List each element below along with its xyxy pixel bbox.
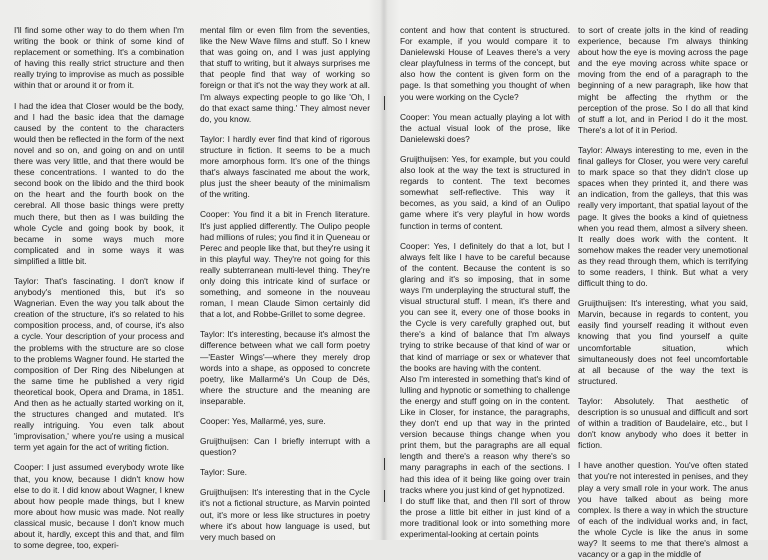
- text-column-4: [578, 25, 748, 560]
- text-column-1: [14, 25, 184, 551]
- paragraph: I have another question. You've often stated that you're not interested in penises, and they play a very small role in your work. The anus you have talked about as being more complex. Is there a way in which the structure of each of the individual works and, in fact, the whole Cycle is like the anus in some way? It seems to me that there's almost a vacancy or a gap in the middle of: [578, 460, 748, 560]
- text-column-2: [200, 25, 370, 542]
- paragraph: Taylor: Always interesting to me, even in the final galleys for Closer, you were very careful to mark space so that they didn't close up spaces when they printed it, and there was an indication, from the galleys, that this was really very important, that spatial layout of the page. It gives the books a kind of quietness when you read them, almost a silvery sheen. It really does work with the content. It somehow makes the reader very unemotional as they read through them, which is terrifying to some readers, I think. But what a very difficult thing to do.: [578, 144, 748, 289]
- margin-mark: [384, 96, 385, 110]
- paragraph: Cooper: You find it a bit in French literature. It's just applied differently. The Oulipo people had millions of rules; you find it in Queneau or Perec and people like that, but they're using it in this playful way. They're not going for this really subterranean multi-level thing. They're only doing this intricate kind of surface or something, and someone in the nouveau roman, I mean Claude Simon certainly did that a lot, and Robbe-Grillet to some degree.: [200, 209, 370, 320]
- paragraph: Gruijthuijsen: It's interesting that in the Cycle it's not a fictional structure, as Marvin pointed out, it's more or less like structures in poetry where it's about how language is used, but very much based on: [200, 487, 370, 542]
- paragraph: Taylor: Sure.: [200, 467, 248, 478]
- paragraph: I do stuff like that, and then I'll sort of throw the prose a little bit either in just kind of a more traditional look or into something more experimental-looking at certain points: [400, 495, 570, 540]
- paragraph: Also I'm interested in something that's kind of lulling and hypnotic or something to challenge the energy and stuff going on in the content. Like in Closer, for instance, the paragraphs, they don't end up that way in the printed version because things change when you print them, but the paragraphs are all equal length and there's a reason why there's so many paragraphs in each of the sections. I had this idea of it being like going over train tracks where you just kind of get hypnotized.: [400, 373, 570, 495]
- margin-mark: [384, 490, 385, 502]
- paragraph: I'll find some other way to do them when I'm writing the book or think of some kind of replacement or something. It's a combination of having this really strict structure and then really trying to improvise as much as possible within that or around it or from it.: [14, 25, 184, 91]
- paragraph: Gruijthuijsen: Yes, for example, but you could also look at the way the text is structured in regards to content. The text becomes somewhat self-reflective. This way it becomes, as you said, a kind of an Oulipo game where it's very playful in how words function in terms of content.: [400, 153, 570, 231]
- paragraph: mental film or even film from the seventies, like the New Wave films and stuff. So I knew that was going on, and I was just applying that stuff to writing, but it always surprises me that people find that way of working so foreign or that it's not the way they work at all. I'm always expecting people to go like 'Oh, I do that exact same thing.' They almost never do, you know.: [200, 25, 370, 124]
- paragraph: Taylor: Absolutely. That aesthetic of description is so unusual and difficult and sort of within a tradition of Baudelaire, etc., but I don't know anybody who does it better in fiction.: [578, 395, 748, 451]
- paragraph: Taylor: I hardly ever find that kind of rigorous structure in fiction. It seems to be a much more amorphous form. It's one of the things that's always fascinated me about the work, plus just the sheer beauty of the minimalism of the writing.: [200, 133, 370, 200]
- paragraph: Gruijthuijsen: It's interesting, what you said, Marvin, because in regards to content, you easily find yourself reading it without even knowing that you find yourself a quite uncomfortable situation, which simultaneously does not feel uncomfortable at all because of the way the text is structured.: [578, 298, 748, 386]
- paragraph: Cooper: Yes, I definitely do that a lot, but I always felt like I have to be careful because of the content. Because the content is so glaring and it's so imposing, that in some ways I'm underplaying the structural stuff, the visual structural stuff. I mean, it's there and you can see it, every one of those books in the Cycle is very carefully graphed out, but there's a kind of balance that I'm always trying to strike because of that kind of war or that kind of marriage or sex or whatever that the books are having with the content.: [400, 240, 570, 373]
- margin-mark: [384, 458, 385, 470]
- text-column-3: [400, 25, 570, 540]
- paragraph: Cooper: Yes, Mallarmé, yes, sure.: [200, 416, 326, 426]
- paragraph: Taylor: That's fascinating. I don't know if anybody's mentioned this, but it's so Wagnerian. Even the way you talk about the creation of the structure, it's so related to his composition process, and, of course, it's also a cycle. Your description of your process and the problems with the structure are so close to the problems Wagner found. He started the composition of Der Ring des Nibelungen at the same time he published a very rigid theoretical book, Opera and Drama, in 1851. And then as he actually started working on it, the structures changed and mutated. It's really intriguing. You even talk about 'improvisation,' where you're using a musical term yet again for the act of writing fiction.: [14, 275, 184, 453]
- paragraph: Cooper: You mean actually playing a lot with the actual visual look of the prose, like Danielewski does?: [400, 111, 570, 144]
- paragraph: Gruijthuijsen: Can I briefly interrupt with a question?: [200, 436, 370, 458]
- paragraph: Taylor: It's interesting, because it's almost the difference between what we call form poetry—'Easter Wings'—where they merely drop words into a shape, as opposed to concrete poetry, like Mallarmé's Un Coup de Dés, where the structure and the meaning are inseparable.: [200, 329, 370, 406]
- paragraph: I had the idea that Closer would be the body, and I had the basic idea that the damage caused by the content to the characters would then be reflected in the form of the next novel and so on, and going on and on until there was very little, and that there would be these concentrations. I wanted to do the second book on the libido and the third book on the heart and the fourth book on the cerebral. All those basic things were pretty much there, but then as I was building the whole Cycle and going book by book, it became in some ways much more complicated and in some ways it was simplified a little bit.: [14, 100, 184, 266]
- paragraph: Cooper: I just assumed everybody wrote like that, you know, because I didn't know how else to do it. I did know about Wagner, I knew about how people made things, but I knew more about how music was made. Not really classical music, because I don't know much about it, hardly, except this and that, and film to some degree, too, experi-: [14, 462, 184, 551]
- paragraph: content and how that content is structured. For example, if you would compare it to Danielewski House of Leaves there's a very clear playfulness in terms of the concept, but also how the content is given form on the page. Is that something you thought of when you were working on the Cycle?: [400, 25, 570, 102]
- paragraph: to sort of create jolts in the kind of reading experience, because I'm always thinking about how the eye is moving across the page and the eye moving across white space or moving from the end of a paragraph to the beginning of a new paragraph, like how that might be affecting the rhythm or the perception of the prose. So I do all that kind of stuff a lot, and in Period I do it the most. There's a lot of it in Period.: [578, 25, 748, 135]
